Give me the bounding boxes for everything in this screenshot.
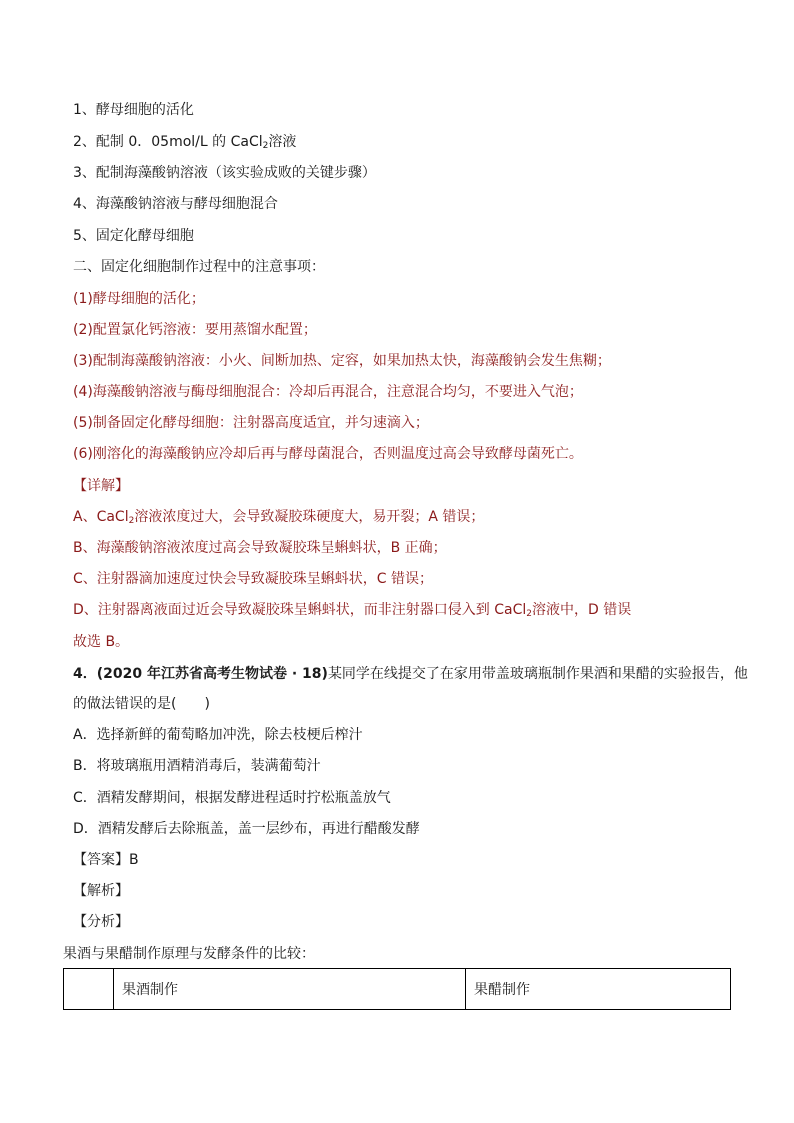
detail-a: A、CaCl$_2$溶液浓度过大，会导致凝胶珠硬度大，易开裂；A 错误；	[73, 509, 485, 526]
step-5: 5、固定化酵母细胞	[73, 228, 194, 244]
detail-d: D、注射器离液面过近会导致凝胶珠呈蝌蚪状，而非注射器口侵入到 CaCl$_2$溶液中，D 错误	[73, 602, 632, 619]
note-3: (3)配制海藻酸钠溶液：小火、间断加热、定容，如果加热太快，海藻酸钠会发生焦糊；	[73, 353, 611, 369]
answer-label: 【答案】	[73, 852, 129, 868]
step-4: 4、海藻酸钠溶液与酵母细胞混合	[73, 196, 278, 212]
question-stem-line-2: 的做法错误的是( )	[73, 696, 210, 712]
detail-c: C、注射器滴加速度过快会导致凝胶珠呈蝌蚪状，C 错误；	[73, 571, 433, 587]
detail-b: B、海藻酸钠溶液浓度过高会导致凝胶珠呈蝌蚪状，B 正确；	[73, 540, 447, 556]
answer-value: B	[129, 852, 139, 868]
step-1: 1、酵母细胞的活化	[73, 102, 194, 118]
option-c: C．酒精发酵期间，根据发酵进程适时拧松瓶盖放气	[73, 790, 391, 806]
step-2-text: 2、配制 0．05mol/L 的	[73, 134, 231, 150]
conclusion: 故选 B。	[73, 634, 130, 650]
detail-a-formula: CaCl$_2$	[96, 509, 135, 526]
question-source: (2020 年江苏省高考生物试卷 · 18)	[96, 666, 328, 682]
step-3: 3、配制海藻酸钠溶液（该实验成败的关键步骤）	[73, 165, 376, 181]
option-b: B．将玻璃瓶用酒精消毒后，装满葡萄汁	[73, 758, 321, 774]
note-4: (4)海藻酸钠溶液与酶母细胞混合：冷却后再混合，注意混合均匀，不要进入气泡；	[73, 384, 583, 400]
detail-label: 【详解】	[73, 478, 129, 494]
detail-d-formula: CaCl$_2$	[494, 602, 532, 619]
note-1: (1)酵母细胞的活化；	[73, 291, 205, 307]
compare-intro: 果酒与果醋制作原理与发酵条件的比较：	[63, 946, 315, 962]
option-a: A．选择新鲜的葡萄略加冲洗，除去枝梗后榨汁	[73, 727, 363, 743]
table-header-cell: 果酒制作	[114, 969, 466, 1010]
fenxi-label: 【分析】	[73, 914, 129, 930]
table-header-row	[64, 969, 731, 1010]
table-header-cell: 果醋制作	[466, 969, 731, 1010]
note-5: (5)制备固定化酵母细胞：注射器高度适宜，并匀速滴入；	[73, 415, 429, 431]
analysis-label: 【解析】	[73, 883, 129, 899]
question-number: 4．	[73, 666, 97, 682]
question-stem: 某同学在线提交了在家用带盖玻璃瓶制作果酒和果醋的实验报告，他	[327, 666, 748, 682]
table-header-cell	[64, 969, 114, 1010]
comparison-table	[63, 968, 731, 1010]
note-2: (2)配置氯化钙溶液：要用蒸馏水配置；	[73, 322, 317, 338]
note-6: (6)刚溶化的海藻酸钠应冷却后再与酵母菌混合，否则温度过高会导致酵母菌死亡。	[73, 446, 583, 462]
step-2-formula: CaCl$_2$	[230, 134, 269, 151]
step-2	[73, 132, 734, 152]
notes-heading: 二、固定化细胞制作过程中的注意事项：	[73, 259, 325, 275]
step-2-suffix: 溶液	[268, 134, 297, 150]
option-d: D．酒精发酵后去除瓶盖，盖一层纱布，再进行醋酸发酵	[73, 821, 420, 837]
question-stem-line-1	[73, 664, 748, 684]
answer	[73, 850, 734, 870]
